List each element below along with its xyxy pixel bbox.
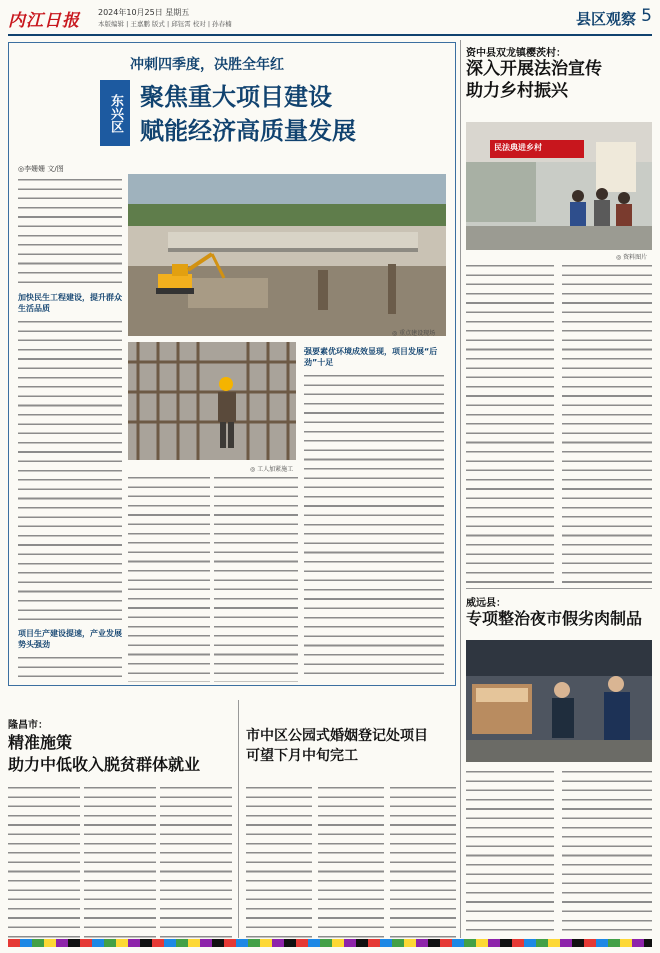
right-story-photo-banner: 民法典进乡村	[494, 143, 542, 152]
lead-subhead-2: 项目生产建设提速，产业发展势头强劲	[18, 629, 122, 649]
bottom-left-text	[8, 784, 80, 938]
lead-headline	[140, 80, 440, 148]
lead-photo2-caption: ◎ 工人加紧施工	[250, 466, 294, 473]
lead-photo1-caption: ◎ 重点建设现场	[392, 330, 436, 337]
bottom-left-location: 隆昌市：	[8, 720, 48, 731]
masthead	[8, 6, 652, 32]
lead-subhead-1: 加快民生工程建设，提升群众生活品质	[18, 293, 122, 313]
bottom-mid-text	[390, 784, 456, 938]
newspaper-logo: 内江日报	[8, 11, 80, 31]
section-title: 县区观察	[575, 10, 636, 28]
lead-column-text	[128, 474, 210, 682]
lead-photo-construction	[128, 174, 446, 336]
section-divider	[466, 588, 652, 589]
lead-column-text	[18, 176, 122, 288]
right-story-text	[466, 262, 554, 584]
right-story-photo-caption: ◎ 资料图片	[616, 254, 648, 261]
lead-column-text	[18, 654, 122, 680]
right-story2-location: 威远县：	[466, 598, 506, 609]
right-story-headline	[466, 58, 652, 102]
bottom-mid-text	[318, 784, 384, 938]
right-story-headline-line2: 助力乡村振兴	[466, 81, 568, 101]
lead-headline-line2: 赋能经济高质量发展	[140, 117, 356, 145]
column-divider	[460, 40, 461, 938]
bottom-mid-text	[246, 784, 312, 938]
bottom-left-text	[84, 784, 156, 938]
right-story2-text	[562, 768, 652, 938]
lead-subhead-3: 强要素优环境成效显现，项目发展“后劲”十足	[304, 347, 438, 367]
lead-column-text	[18, 318, 122, 624]
lead-byline: ◎李姗姗 文/图	[18, 165, 64, 173]
staff-credits: 本版编辑 | 王嘉鹏 版式 | 邱钰霄 校对 | 孙春楠	[98, 20, 232, 28]
page-number: 5	[641, 6, 652, 26]
color-registration-bar	[8, 939, 652, 947]
bottom-mid-headline-line2: 可望下月中旬完工	[246, 748, 358, 764]
bottom-mid-headline	[246, 726, 458, 766]
lead-photo-worker	[128, 342, 296, 460]
right-story-text	[562, 262, 652, 584]
lead-column-text	[304, 372, 444, 682]
bottom-left-text	[160, 784, 232, 938]
right-story2-headline: 专项整治夜市假劣肉制品	[466, 609, 643, 628]
masthead-rule	[8, 34, 652, 36]
bottom-left-headline-line1: 精准施策	[8, 733, 73, 752]
right-story-location: 资中县双龙镇樱茨村：	[466, 48, 566, 59]
lead-column-text	[214, 474, 298, 682]
bottom-left-headline	[8, 732, 232, 776]
lead-district-tag: 东兴区	[100, 80, 130, 146]
right-story-photo	[466, 122, 652, 250]
bottom-left-headline-line2: 助力中低收入脱贫群体就业	[8, 755, 201, 774]
column-divider	[238, 700, 239, 938]
bottom-mid-headline-line1: 市中区公园式婚姻登记处项目	[246, 728, 428, 744]
lead-headline-line1: 聚焦重大项目建设	[140, 83, 332, 111]
right-story2-text	[466, 768, 554, 938]
lead-kicker: 冲刺四季度，决胜全年红	[130, 57, 284, 73]
issue-date: 2024年10月25日 星期五	[98, 8, 190, 17]
right-story2-photo	[466, 640, 652, 762]
right-story-headline-line1: 深入开展法治宣传	[466, 59, 602, 79]
